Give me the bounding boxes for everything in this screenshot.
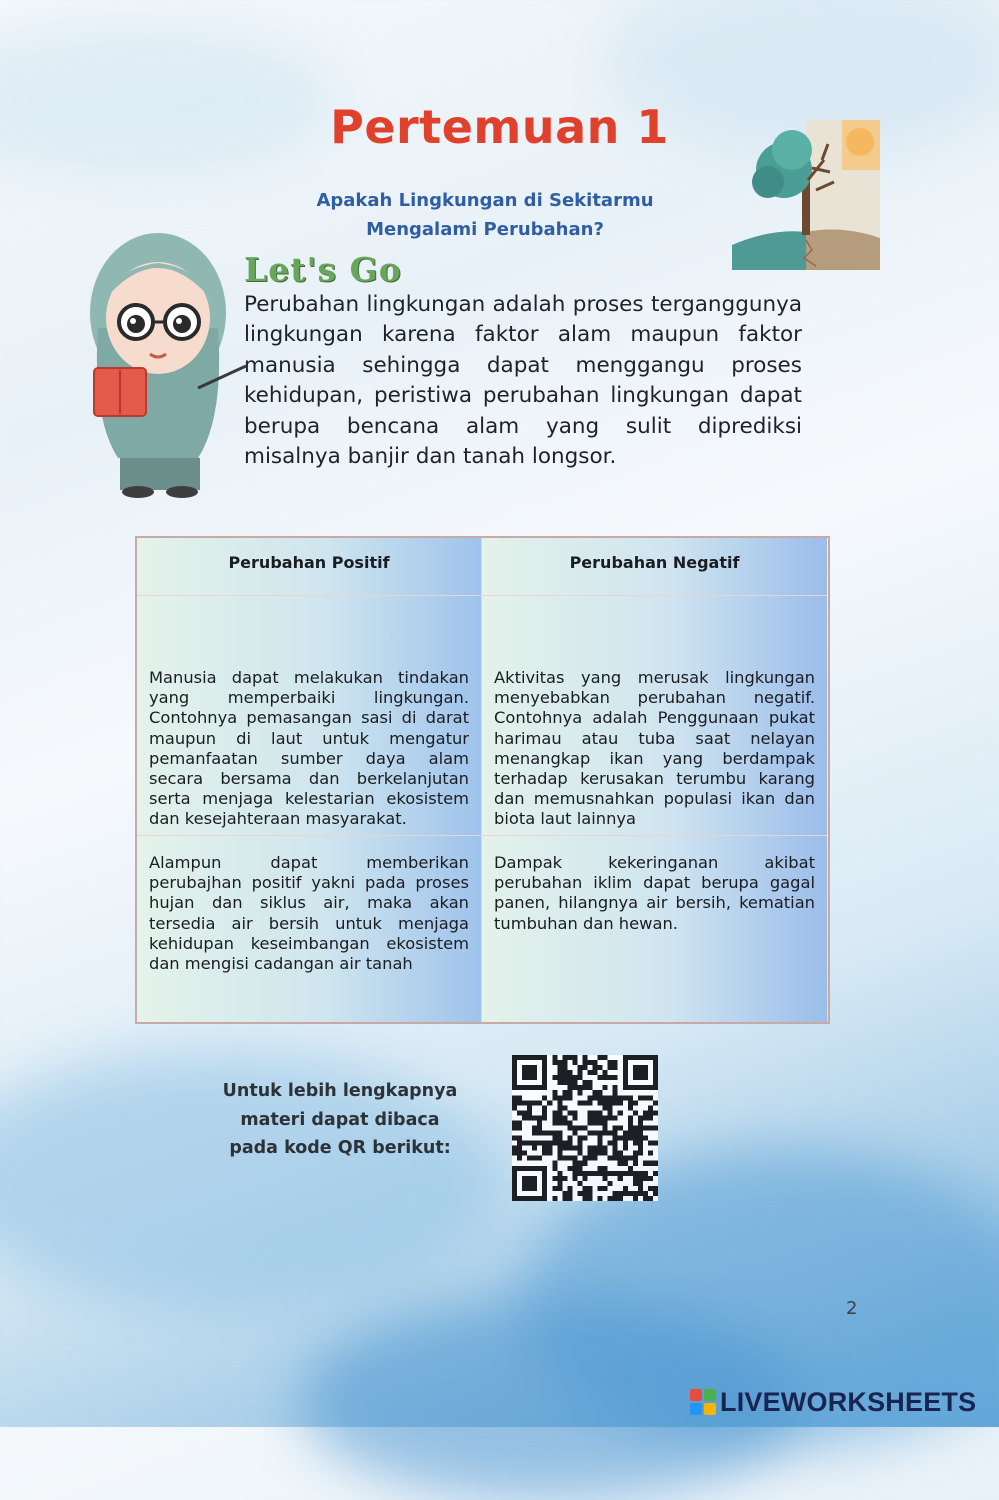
qr-instruction-line: Untuk lebih lengkapnya [222,1081,458,1101]
logo-square [690,1403,702,1415]
liveworksheets-wordmark: LIVEWORKSHEETS [720,1386,977,1417]
liveworksheets-logo-icon [690,1389,716,1415]
qr-code[interactable] [512,1055,658,1201]
table-cell: Alampun dapat memberikan perubajhan positif yakni pada proses hujan dan siklus air, maka akan tersedia air bersih untuk menjaga kehidupan keseimbangan ekosistem dan mengisi cadangan air tanah [137,836,482,1022]
table-cell: Manusia dapat melakukan tindakan yang memperbaiki lingkungan. Contohnya pemasangan sasi di darat maupun di laut untuk mengatur pemanfaatan sumber daya alam secara bersama dan berkelanjutan serta menjaga kelestarian ekosistem dan kesejahteraan masyarakat. [137,596,482,836]
environment-change-illustration [732,120,880,270]
subtitle-line: Apakah Lingkungan di Sekitarmu [316,190,654,211]
table-header-positive: Perubahan Positif [137,538,482,596]
liveworksheets-brand[interactable] [690,1385,976,1419]
teacher-character-illustration [78,218,248,498]
subtitle-line: Mengalami Perubahan? [366,219,604,240]
page-number: 2 [846,1298,858,1319]
qr-instruction-line: pada kode QR berikut: [229,1138,451,1158]
table-header-negative: Perubahan Negatif [482,538,827,596]
page-title: Pertemuan 1 [330,100,669,154]
qr-instruction-line: materi dapat dibaca [240,1109,440,1130]
logo-square [690,1389,702,1401]
page-subtitle [270,186,700,244]
table-cell: Aktivitas yang merusak lingkungan menyebabkan perubahan negatif. Contohnya adalah Penggunaan pukat harimau atau tuba saat nelayan menangkap ikan yang berdampak terhadap kerusakan terumbu karang dan memusnahkan populasi ikan dan biota laut lainnya [482,596,827,836]
qr-instruction [210,1077,470,1163]
logo-square [704,1403,716,1415]
table-cell: Dampak kekeringanan akibat perubahan iklim dapat berupa gagal panen, hilangnya air bersih, kematian tumbuhan dan hewan. [482,836,827,1022]
change-comparison-table [135,536,830,1024]
intro-paragraph: Perubahan lingkungan adalah proses terganggunya lingkungan karena faktor alam maupun faktor manusia sehingga dapat menggangu proses kehidupan, peristiwa perubahan lingkungan dapat berupa bencana alam yang sulit diprediksi misalnya banjir dan tanah longsor. [244,292,802,470]
logo-square [704,1389,716,1401]
lets-go-heading: Let's Go [244,250,402,289]
